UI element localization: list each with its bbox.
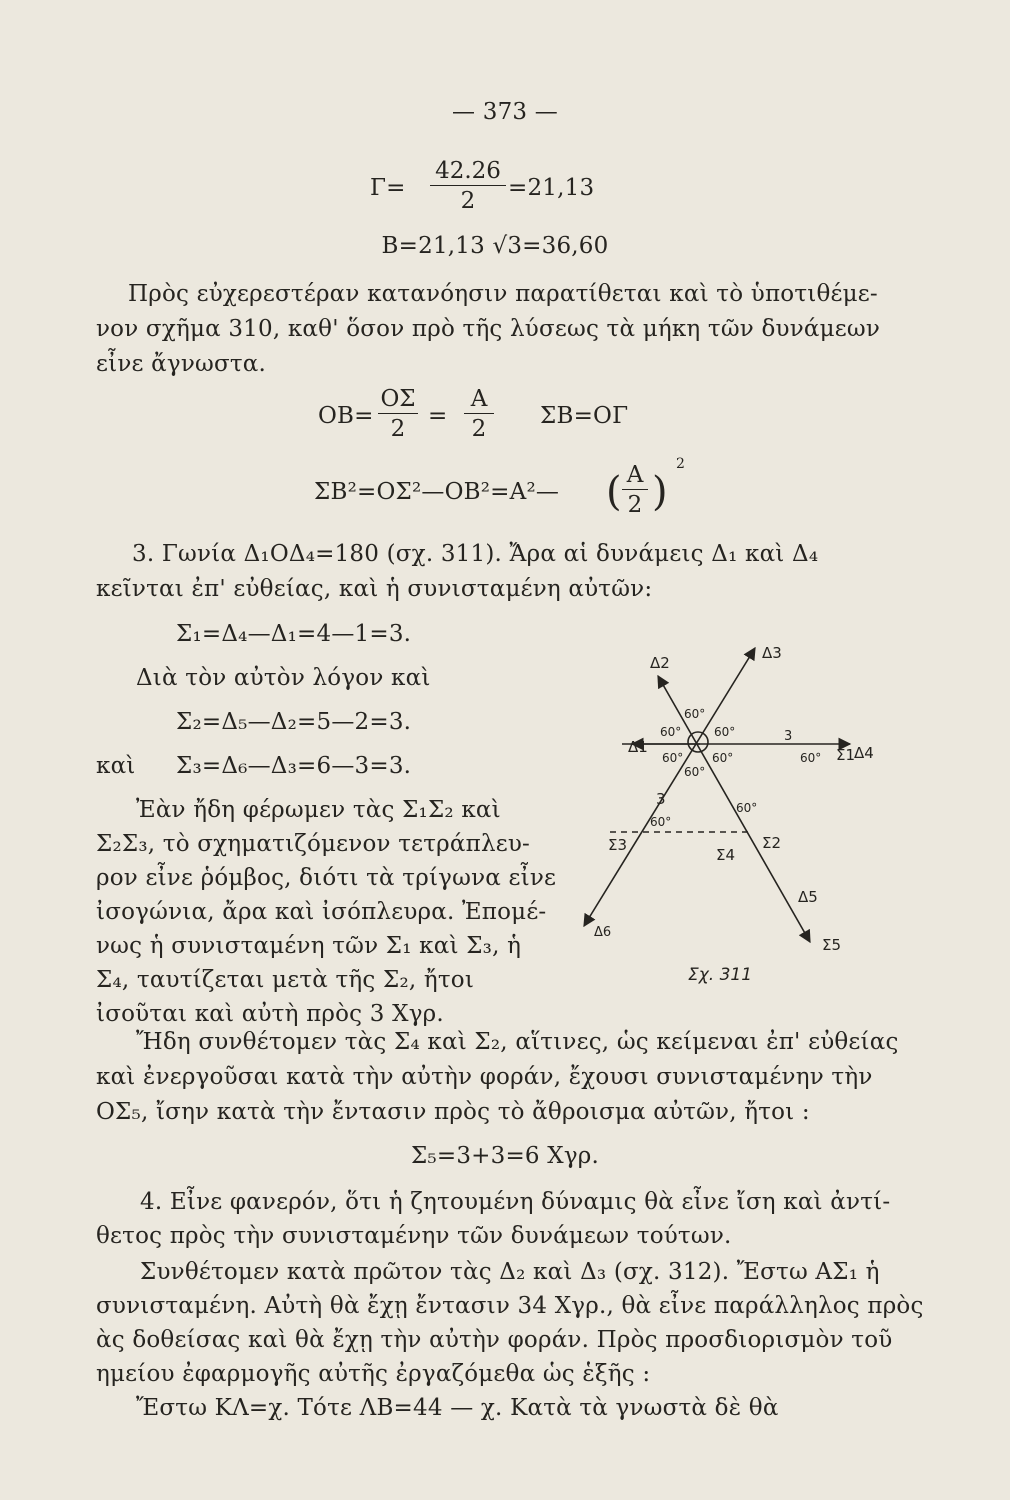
eq4-exponent: 2: [676, 456, 686, 472]
para4-line-1: Ἐὰν ἤδη φέρωμεν τὰς Σ₁Σ₂ καὶ: [136, 797, 501, 823]
label-d4: Δ4: [854, 744, 874, 762]
eq3-equals: =: [428, 403, 448, 429]
eq1-denominator: 2: [460, 188, 476, 214]
eq1-rhs: =21,13: [508, 175, 595, 201]
line-d3-d6: [584, 648, 758, 926]
label-s3: Σ3: [608, 836, 628, 854]
eq3-den1: 2: [390, 416, 406, 442]
para7-line-5: Ἔστω KΛ=χ. Τότε ΛB=44 — χ. Κατὰ τὰ γνωστὰ δὲ θὰ: [136, 1395, 779, 1421]
angle-label-7: 60°: [800, 751, 822, 765]
para1-line-3: εἶνε ἄγνωστα.: [96, 351, 267, 377]
para4-line-3: ρον εἶνε ῥόμβος, διότι τὰ τρίγωνα εἶνε: [96, 865, 557, 891]
para7-line-4: ημείου ἐφαρμογῆς αὐτῆς ἐργαζόμεθα ὡς ἑξῆς :: [96, 1361, 651, 1387]
eq3-bar2: [464, 413, 494, 414]
sigma3-equation: Σ₃=Δ₆—Δ₃=6—3=3.: [176, 753, 412, 779]
para6-line-2: θετος πρὸς τὴν συνισταμένην τῶν δυνάμεων τούτων.: [96, 1223, 732, 1249]
para4-line-7: ἰσοῦται καὶ αὐτὴ πρὸς 3 Χγρ.: [96, 1001, 444, 1027]
angle-label-4: 60°: [662, 751, 684, 765]
equation-b: B=21,13 √3=36,60: [381, 233, 609, 259]
eq1-fraction-bar: [430, 185, 506, 186]
eq3-den2: 2: [471, 416, 487, 442]
para5-line-2: καὶ ἐνεργοῦσαι κατὰ τὴν αὐτὴν φοράν, ἔχουσι συνισταμένην τὴν: [96, 1064, 873, 1090]
same-reason-text: Διὰ τὸν αὐτὸν λόγον καὶ: [136, 665, 431, 691]
label-3b: 3: [784, 729, 793, 744]
line-d2-s5: [658, 676, 810, 942]
label-3: 3: [656, 790, 666, 808]
sigma5-equation: Σ₅=3+3=6 Χγρ.: [410, 1143, 600, 1169]
eq4-paren-open: (: [606, 469, 622, 515]
para7-line-2: συνισταμένη. Αὐτὴ θὰ ἔχῃ ἔντασιν 34 Χγρ., θὰ εἶνε παράλληλος πρὸς: [96, 1293, 924, 1319]
label-s4: Σ4: [716, 846, 736, 864]
kai-text: καὶ: [96, 753, 136, 779]
angle-label-1: 60°: [684, 707, 706, 721]
label-s5: Σ5: [822, 936, 842, 954]
label-s1: Σ1: [836, 746, 856, 764]
para3-line-2: κεῖνται ἐπ' εὐθείας, καὶ ἡ συνισταμένη αὐτῶν:: [96, 576, 653, 602]
eq4-paren-close: ): [652, 469, 668, 515]
page-number: — 373 —: [452, 99, 558, 125]
label-d2: Δ2: [650, 654, 670, 672]
para7-line-1: Συνθέτομεν κατὰ πρῶτον τὰς Δ₂ καὶ Δ₃ (σχ. 312). Ἔστω AΣ₁ ἡ: [140, 1259, 880, 1285]
para5-line-1: Ἤδη συνθέτομεν τὰς Σ₄ καὶ Σ₂, αἵτινες, ὡς κείμεναι ἐπ' εὐθείας: [136, 1029, 899, 1055]
label-d1: Δ1: [628, 738, 648, 756]
angle-label-5: 60°: [712, 751, 734, 765]
angle-label-6: 60°: [684, 765, 706, 779]
para1-line-1: Πρὸς εὐχερεστέραν κατανόησιν παρατίθεται καὶ τὸ ὑποτιθέμε-: [128, 281, 878, 307]
para4-line-5: νως ἡ συνισταμένη τῶν Σ₁ καὶ Σ₃, ἡ: [96, 933, 522, 959]
eq3-lhs: OB=: [318, 403, 374, 429]
para3-line-1: 3. Γωνία Δ₁OΔ₄=180 (σχ. 311). Ἄρα αἱ δυνάμεις Δ₁ καὶ Δ₄: [132, 541, 819, 567]
para4-line-4: ἰσογώνια, ἄρα καὶ ἰσόπλευρα. Ἐπομέ-: [96, 899, 547, 925]
para6-line-1: 4. Εἶνε φανερόν, ὅτι ἡ ζητουμένη δύναμις θὰ εἶνε ἴση καὶ ἀντί-: [140, 1189, 891, 1215]
force-diagram-figure: [570, 636, 900, 996]
label-d3: Δ3: [762, 644, 782, 662]
figure-caption: Σχ. 311: [688, 965, 753, 985]
eq4-num: A: [626, 462, 644, 488]
eq3-num1: OΣ: [380, 386, 416, 412]
sigma2-equation: Σ₂=Δ₅—Δ₂=5—2=3.: [176, 709, 412, 735]
para4-line-6: Σ₄, ταυτίζεται μετὰ τῆς Σ₂, ἤτοι: [96, 967, 475, 993]
para4-line-2: Σ₂Σ₃, τὸ σχηματιζόμενον τετράπλευ-: [96, 831, 530, 857]
sigma1-equation: Σ₁=Δ₄—Δ₁=4—1=3.: [176, 621, 412, 647]
eq4-den: 2: [627, 492, 643, 518]
eq3-bar1: [378, 413, 418, 414]
label-d6: Δ6: [594, 925, 612, 940]
angle-label-2: 60°: [660, 725, 682, 739]
angle-label-9: 60°: [650, 815, 672, 829]
label-s2: Σ2: [762, 834, 782, 852]
eq3-right: ΣB=OΓ: [540, 403, 629, 429]
para5-line-3: OΣ₅, ἴσην κατὰ τὴν ἔντασιν πρὸς τὸ ἄθροισμα αὐτῶν, ἤτοι :: [96, 1099, 810, 1125]
para7-line-3: ὰς δοθείσας καὶ θὰ ἔχῃ τὴν αὐτὴν φοράν. Πρὸς προσδιορισμὸν τοῦ: [96, 1327, 893, 1353]
eq4-left: ΣB²=OΣ²—OB²=A²—: [314, 479, 560, 505]
label-d5: Δ5: [798, 888, 818, 906]
angle-label-8: 60°: [736, 801, 758, 815]
angle-label-3: 60°: [714, 725, 736, 739]
eq4-bar: [622, 489, 648, 490]
eq1-numerator: 42.26: [435, 158, 501, 184]
para1-line-2: νον σχῆμα 310, καθ' ὅσον πρὸ τῆς λύσεως τὰ μήκη τῶν δυνάμεων: [96, 316, 881, 342]
eq1-lhs: Γ=: [370, 175, 406, 201]
eq3-num2: A: [470, 386, 488, 412]
